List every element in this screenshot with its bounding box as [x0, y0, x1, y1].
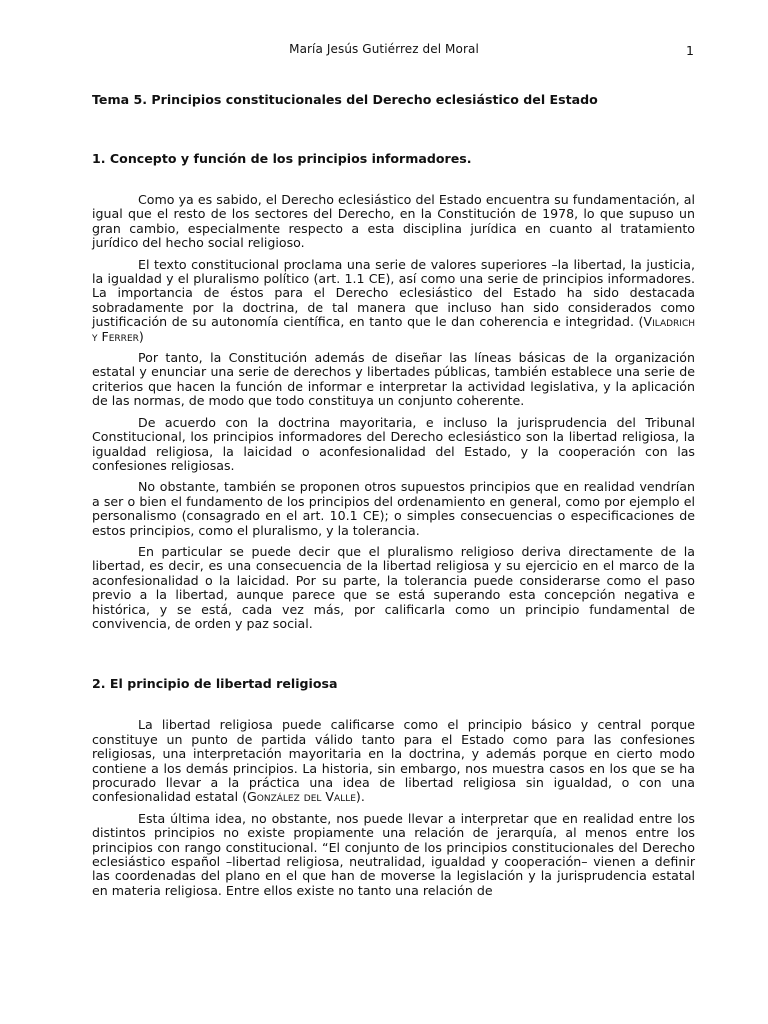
section-1-heading: 1. Concepto y función de los principios informadores. — [92, 151, 472, 166]
section-2-paragraph-1 — [92, 718, 695, 804]
header-author: María Jesús Gutiérrez del Moral — [289, 42, 479, 56]
document-body — [92, 92, 695, 905]
section-2-heading: 2. El principio de libertad religiosa — [92, 676, 338, 692]
section-2-paragraph-1-text: La libertad religiosa puede calificarse como el principio básico y central porque constituye un punto de partida válido tanto para el Estado como para las confesiones religiosas, una interpretación mayoritaria en la doctrina, y además porque en cierto modo contiene a los demás principios. La historia, sin embargo, nos muestra casos en los que se ha procurado llevar a la práctica una idea de libertad religiosa sin igualdad, o con una confesionalidad estatal — [92, 717, 695, 805]
page-number: 1 — [686, 43, 694, 58]
section-1-paragraph-1: Como ya es sabido, el Derecho eclesiástico del Estado encuentra su fundamentación, al igual que el resto de los sectores del Derecho, en la Constitución de 1978, lo que supuso un gran cambio, especialmente respecto a esta disciplina jurídica en cuanto al tratamiento jurídico del hecho social religioso. — [92, 192, 695, 251]
section-2-paragraph-2: Esta última idea, no obstante, nos puede llevar a interpretar que en realidad entre los distintos principios no existe propiamente una relación de jerarquía, al menos entre los principios con rango constitucional. “El conjunto de los principios constitucionales del Derecho eclesiástico español –libertad religiosa, neutralidad, igualdad y cooperación– vienen a definir las coordenadas del plano en el que han de moverse la legislación y la jurisprudencia estatal en materia religiosa. Entre ellos existe no tanto una relación de — [92, 810, 695, 898]
section-1-paragraph-5: No obstante, también se proponen otros supuestos principios que en realidad vendrían a ser o bien el fundamento de los principios del ordenamiento en general, como por ejemplo el personalismo (consagrado en el art. 10.1 CE); o simples consecuencias o especificaciones de estos principios, como el pluralismo, y la tolerancia. — [92, 479, 695, 538]
citation-gonzalez-del-valle: (González del Valle). — [242, 789, 365, 805]
section-1-paragraph-3: Por tanto, la Constitución además de diseñar las líneas básicas de la organización estatal y enunciar una serie de derechos y libertades públicas, también establece una serie de criterios que hacen la función de informar e interpretar la actividad legislativa, y la aplicación de las normas, de modo que todo constituya un conjunto coherente. — [92, 350, 695, 409]
citation-viladrich-ferrer: (Viladrich y Ferrer) — [92, 314, 695, 344]
section-1-paragraph-6: En particular se puede decir que el pluralismo religioso deriva directamente de la libertad, es decir, es una consecuencia de la libertad religiosa y su ejercicio en el marco de la aconfesionalidad o la laicidad. Por su parte, la tolerancia puede considerarse como el paso previo a la libertad, aunque parece que se está superando esta concepción negativa e histórica, y se está, cada vez más, por calificarla como un principio fundamental de convivencia, de orden y paz social. — [92, 543, 695, 631]
section-1-paragraph-2 — [92, 258, 695, 344]
section-1-paragraph-4: De acuerdo con la doctrina mayoritaria, e incluso la jurisprudencia del Tribunal Constitucional, los principios informadores del Derecho eclesiástico son la libertad religiosa, la igualdad religiosa, la laicidad o aconfesionalidad del Estado, y la cooperación con las confesiones religiosas. — [92, 414, 695, 473]
document-title: Tema 5. Principios constitucionales del Derecho eclesiástico del Estado — [92, 92, 598, 107]
section-1-paragraph-2-text: El texto constitucional proclama una serie de valores superiores –la libertad, la justicia, la igualdad y el pluralismo político (art. 1.1 CE), así como una serie de principios informadores. La importancia de éstos para el Derecho eclesiástico del Estado ha sido destacada sobradamente por la doctrina, de tal manera que incluso han sido considerados como justificación de su autonomía científica, en tanto que le dan coherencia e integridad. — [92, 256, 695, 330]
